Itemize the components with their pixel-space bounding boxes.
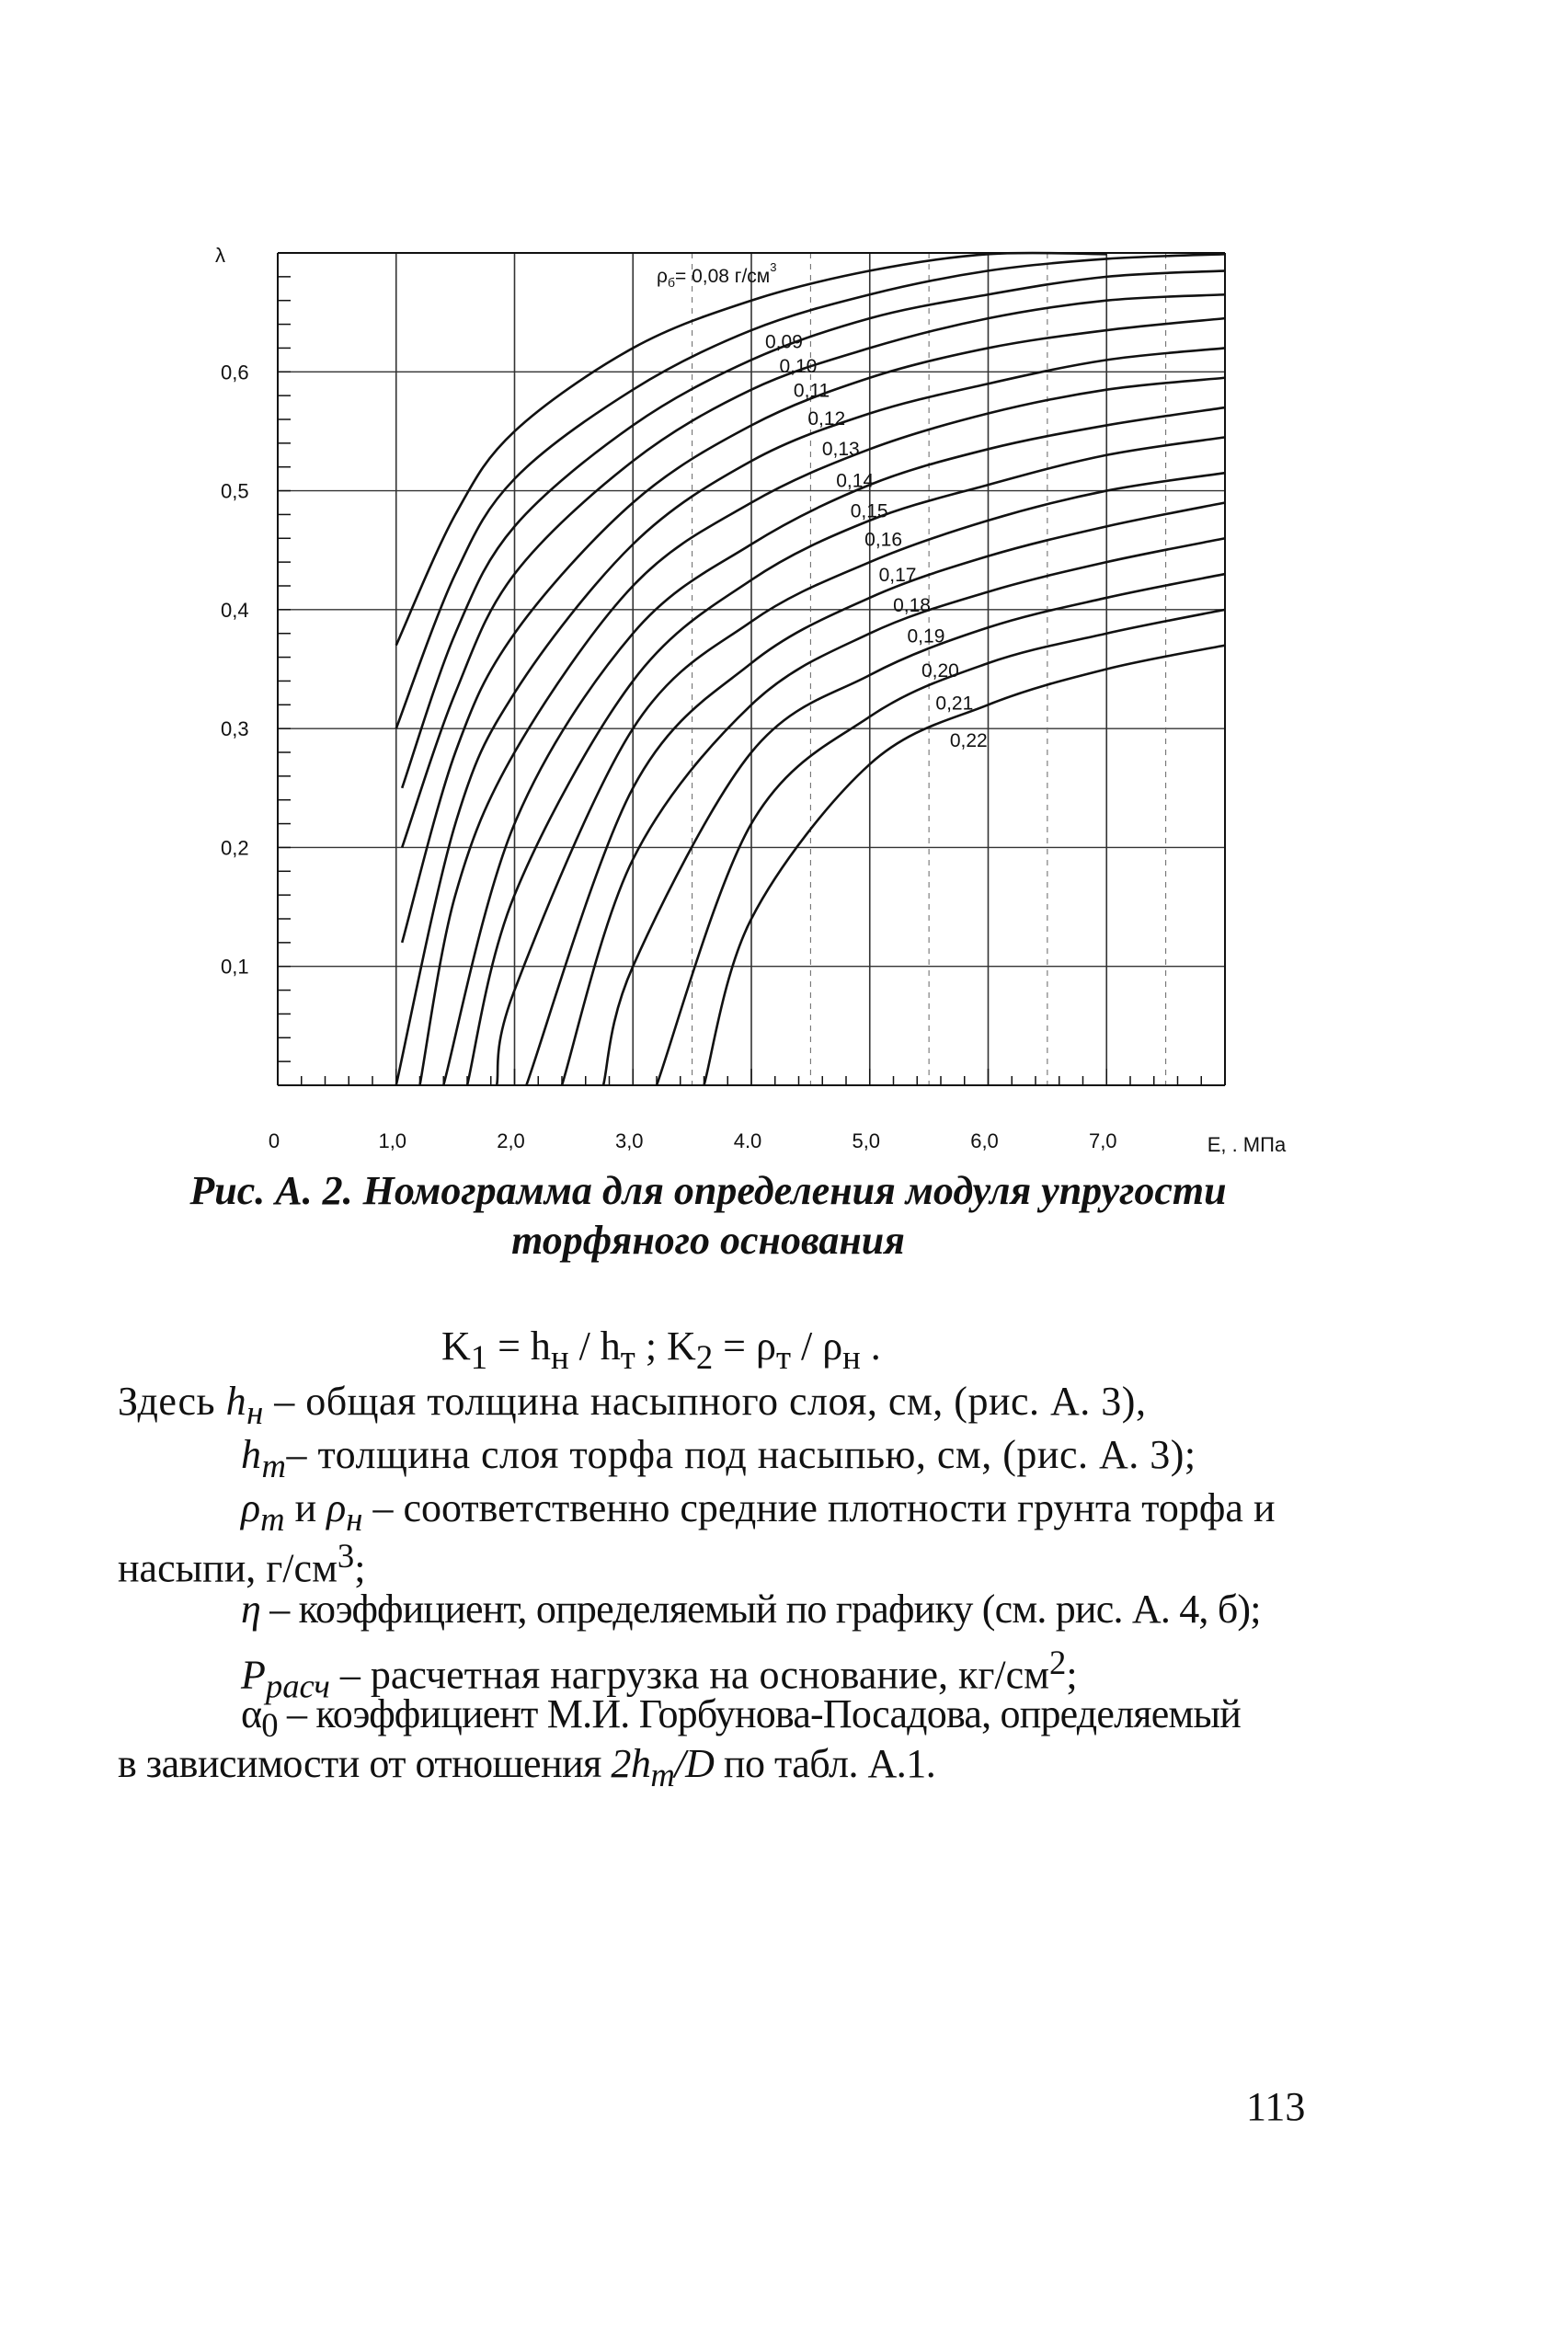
density-curve-0,11: [402, 294, 1225, 847]
density-curve-0,16: [467, 437, 1225, 1085]
density-curve-0,20: [603, 574, 1225, 1085]
curve-label-0-19: 0,19: [907, 625, 945, 647]
text-line-p: $P_{расч}$ – расчетная нагрузка на основание, $кг/см^2$;: [241, 1644, 1078, 1705]
y-tick-label: 0,2: [221, 836, 249, 860]
y-tick-label: 0,3: [221, 717, 249, 741]
x-tick-label: 0: [268, 1129, 280, 1152]
curve-label-0-12: 0,12: [807, 408, 846, 430]
text-line-density-units: насыпи, $г/см^3$;: [118, 1537, 366, 1591]
text-line-ht: $h_т-$ толщина слоя торфа под насыпью, см, (рис. А. 3);: [241, 1432, 1196, 1484]
y-tick-label: 0,6: [221, 361, 249, 384]
y-axis-label: λ: [215, 244, 225, 267]
density-curve-0,14: [420, 378, 1226, 1085]
curve-label-0-09: 0,09: [765, 331, 803, 353]
curve-label-0-08: $\rho_б= 0,08$ $г/см^3$: [657, 260, 777, 290]
curve-label-0-22: 0,22: [949, 730, 988, 752]
density-curve-0,17: [497, 470, 1225, 1085]
x-tick-label: 5,0: [852, 1129, 881, 1152]
figure-caption-line2: торфяного основания: [511, 1218, 905, 1263]
text-line-rho: $\rho_т$ и $\rho_н$ – соответственно средние плотности грунта торфа и: [241, 1485, 1276, 1538]
curve-label-0-15: 0,15: [850, 500, 888, 522]
formula-k1-k2: $K_1 = h_н / h_т$ ; $K_2 = \rho_т / \rho_н$ .: [441, 1323, 881, 1376]
x-tick-label: 1,0: [378, 1129, 407, 1152]
page-number: 113: [1246, 2084, 1306, 2129]
x-tick-label: 6,0: [970, 1129, 999, 1152]
curve-label-0-17: 0,17: [878, 564, 917, 586]
y-tick-label: 0,5: [221, 479, 249, 503]
text-line-hn: Здесь $h_н$ – общая толщина насыпного слоя, см, (рис. А. 3),: [118, 1379, 1147, 1431]
curve-label-0-11: 0,11: [793, 380, 830, 402]
y-tick-label: 0,4: [221, 598, 249, 622]
curve-label-0-14: 0,14: [836, 470, 875, 492]
y-tick-label: 0,1: [221, 955, 249, 979]
text-line-eta: η – коэффициент, определяемый по графику (см. рис. А. 4, б);: [241, 1587, 1261, 1632]
figure-caption-line1: Рис. А. 2. Номограмма для определения модуля упругости: [189, 1168, 1227, 1213]
nomogram-chart: [184, 221, 1288, 1156]
x-tick-label: 3,0: [614, 1129, 644, 1152]
density-curve-0,18: [526, 500, 1225, 1086]
curve-label-0-21: 0,21: [935, 693, 974, 715]
curve-label-0-10: 0,10: [779, 355, 818, 377]
x-axis-label: E, . МПа: [1207, 1133, 1287, 1156]
curve-label-0-18: 0,18: [893, 595, 931, 617]
curve-label-0-13: 0,13: [821, 438, 860, 460]
text-line-alpha: $\alpha_0$ – коэффициент М.И. Горбунова-Посадова, определяемый: [241, 1691, 1241, 1744]
x-tick-label: 4.0: [733, 1129, 762, 1152]
chart-grid: [278, 253, 1225, 1085]
density-curve-0,10: [402, 270, 1225, 787]
density-curve-0,19: [562, 538, 1225, 1085]
x-tick-label: 7,0: [1088, 1129, 1117, 1152]
curve-label-0-16: 0,16: [864, 529, 903, 551]
curve-label-0-20: 0,20: [921, 659, 959, 682]
text-line-ratio: в зависимости от отношения $2h_т/D$ по табл. А.1.: [118, 1741, 936, 1793]
x-tick-label: 2,0: [497, 1129, 525, 1152]
